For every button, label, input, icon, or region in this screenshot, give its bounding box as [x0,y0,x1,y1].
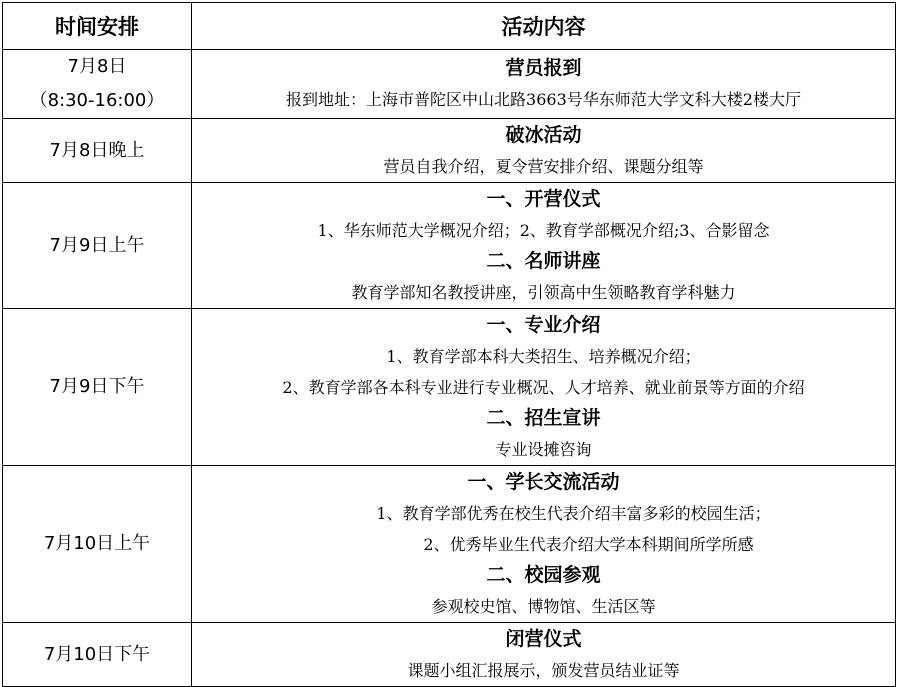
activity-item: 专业设摊咨询 [495,439,592,459]
content-cell [192,183,896,309]
activity-item: 2、教育学部各本科专业进行专业概况、人才培养、就业前景等方面的介绍 [282,377,805,397]
schedule-table [2,2,896,687]
table-row [3,466,896,623]
activity-heading: 闭营仪式 [505,627,582,650]
activity-heading: 一、学长交流活动 [467,470,620,493]
activity-item: 1、教育学部本科大类招生、培养概况介绍； [386,346,701,366]
activity-item: 报到地址：上海市普陀区中山北路3663号华东师范大学文科大楼2楼大厅 [286,90,801,109]
table-row [3,623,896,687]
table-row [3,50,896,119]
header-content: 活动内容 [192,3,896,50]
table-row [3,119,896,183]
activity-heading: 破冰活动 [505,123,582,146]
content-cell [192,50,896,119]
time-text: （8:30-16:00） [29,90,165,111]
activity-heading: 二、招生宣讲 [486,406,601,429]
activity-item: 教育学部知名教授讲座，引领高中生领略教育学科魅力 [351,282,736,302]
activity-heading: 二、名师讲座 [486,249,601,272]
activity-item: 参观校史馆、博物馆、生活区等 [431,596,656,616]
content-cell [192,119,896,183]
time-cell [3,183,192,309]
time-text: 7月9日下午 [49,376,145,397]
content-cell [192,623,896,687]
activity-item: 1、教育学部优秀在校生代表介绍丰富多彩的校园生活； [376,503,771,523]
activity-item: 1、华东师范大学概况介绍；2、教育学部概况介绍;3、合影留念 [317,220,770,240]
time-text: 7月8日 [67,56,127,77]
time-cell [3,466,192,623]
activity-heading: 一、专业介绍 [486,313,601,336]
activity-heading: 二、校园参观 [486,563,601,586]
activity-item: 课题小组汇报展示，颁发营员结业证等 [407,660,680,680]
time-text: 7月10日上午 [43,533,151,554]
time-text: 7月9日上午 [49,234,145,256]
activity-item: 2、优秀毕业生代表介绍大学本科期间所学所感 [423,534,754,554]
activity-heading: 一、开营仪式 [486,187,601,210]
activity-item: 营员自我介绍，夏令营安排介绍、课题分组等 [383,156,704,176]
activity-heading: 营员报到 [505,57,582,79]
header-row [3,3,896,50]
content-cell [192,309,896,466]
table-row [3,309,896,466]
time-cell [3,50,192,119]
time-text: 7月10日下午 [43,643,151,665]
table-row [3,183,896,309]
content-cell [192,466,896,623]
time-cell [3,119,192,183]
header-time: 时间安排 [3,3,192,50]
time-cell [3,623,192,687]
time-cell [3,309,192,466]
time-text: 7月8日晚上 [49,139,145,161]
